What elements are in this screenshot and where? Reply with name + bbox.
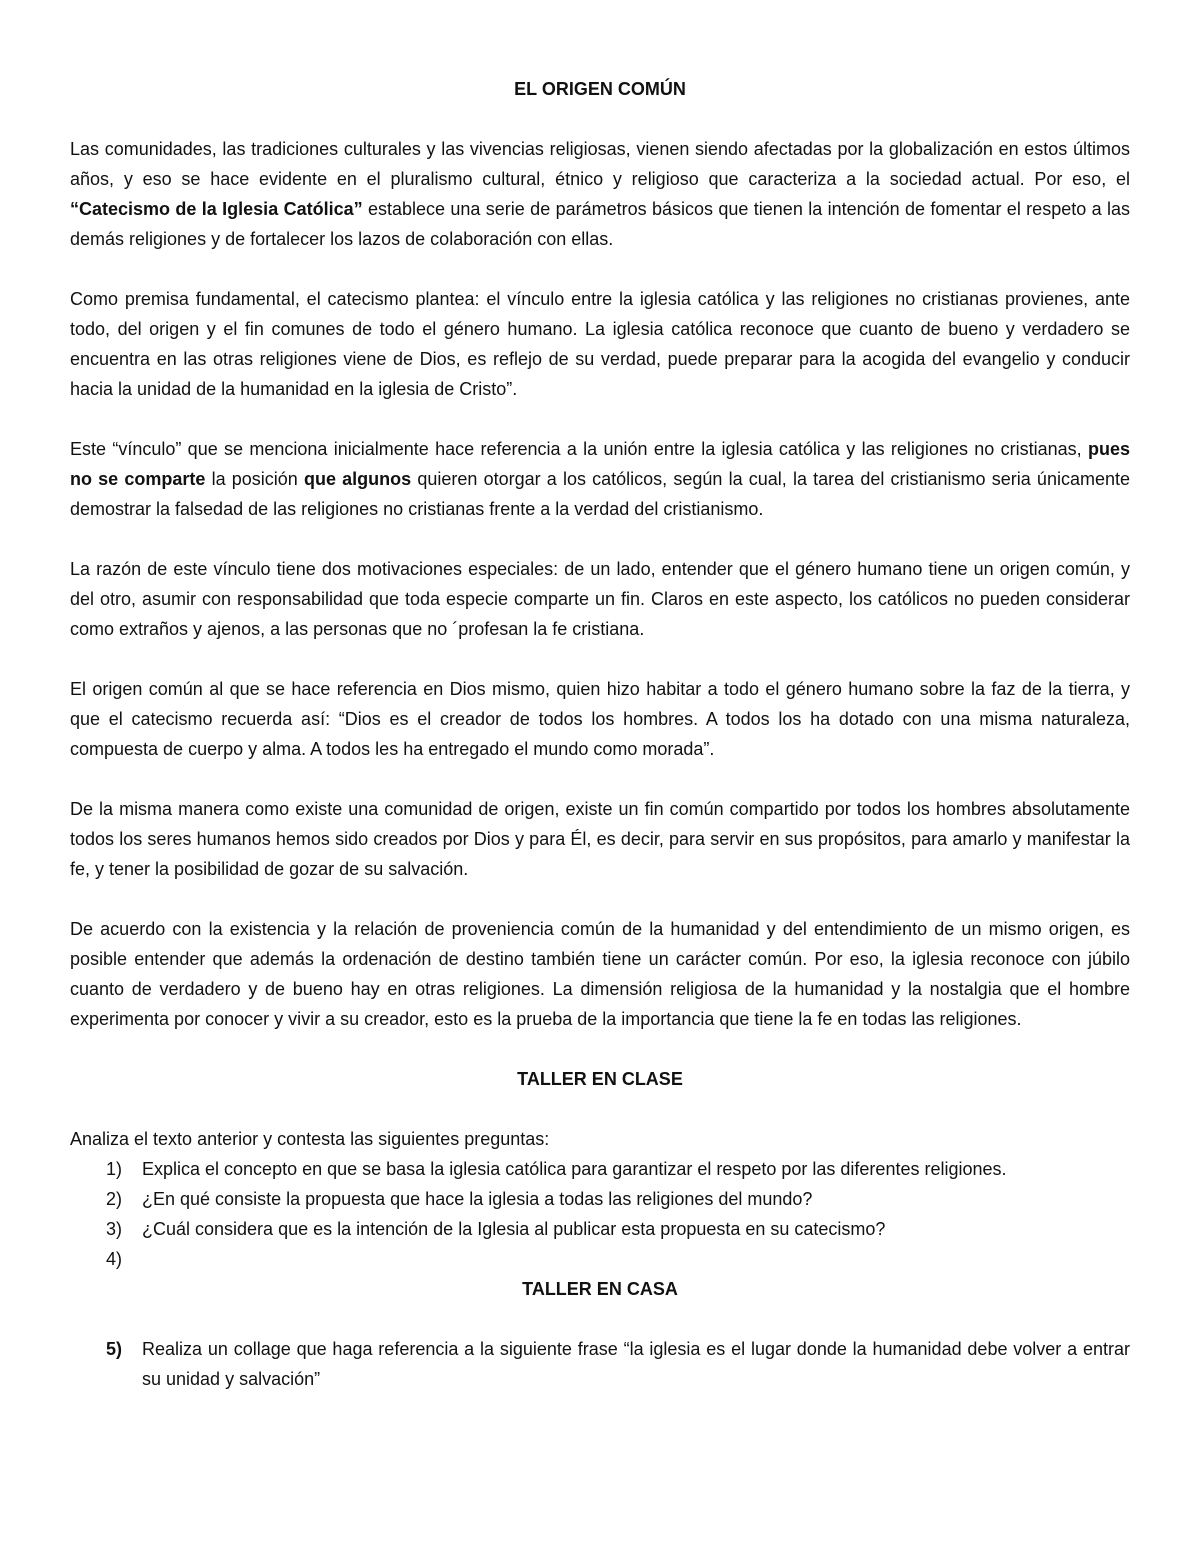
home-task-number: 5) <box>106 1339 123 1359</box>
question-number: 3) <box>106 1219 123 1239</box>
paragraph-6: De la misma manera como existe una comunidad de origen, existe un fin común compartido por todos los hombres absolutamente todos los seres humanos hemos sido creados por Dios y para Él, es decir, para servir en sus propósitos, para amarlo y manifestar la fe, y tener la posibilidad de gozar de su salvación. <box>70 799 1130 879</box>
paragraph-5: El origen común al que se hace referencia en Dios mismo, quien hizo habitar a todo el género humano sobre la faz de la tierra, y que el catecismo recuerda así: “Dios es el creador de todos los hombres. A todos los ha dotado con una misma naturaleza, compuesta de cuerpo y alma. A todos les ha entregado el mundo como morada”. <box>70 679 1130 759</box>
home-task-item <box>70 1334 1130 1394</box>
paragraph-3 <box>70 434 1130 524</box>
question-item <box>70 1154 1130 1184</box>
taller-clase-intro: Analiza el texto anterior y contesta las siguientes preguntas: <box>70 1129 550 1149</box>
question-text: ¿Cuál considera que es la intención de la Iglesia al publicar esta propuesta en su catecismo? <box>142 1219 886 1239</box>
question-text: ¿En qué consiste la propuesta que hace la iglesia a todas las religiones del mundo? <box>142 1189 813 1209</box>
question-number: 1) <box>106 1159 123 1179</box>
question-text: Explica el concepto en que se basa la iglesia católica para garantizar el respeto por las diferentes religiones. <box>142 1159 1007 1179</box>
paragraph-7: De acuerdo con la existencia y la relación de proveniencia común de la humanidad y del entendimiento de un mismo origen, es posible entender que además la ordenación de destino también tiene un carácter común. Por eso, la iglesia reconoce con júbilo cuanto de verdadero y de bueno hay en otras religiones. La dimensión religiosa de la humanidad y la nostalgia que el hombre experimenta por conocer y vivir a su creador, esto es la prueba de la importancia que tiene la fe en todas las religiones. <box>70 919 1130 1029</box>
home-task-text: Realiza un collage que haga referencia a la siguiente frase “la iglesia es el lugar donde la humanidad debe volver a entrar su unidad y salvación” <box>142 1339 1130 1389</box>
paragraph-2: Como premisa fundamental, el catecismo plantea: el vínculo entre la iglesia católica y las religiones no cristianas provienes, ante todo, del origen y el fin comunes de todo el género humano. La iglesia católica reconoce que cuanto de bueno y verdadero se encuentra en las otras religiones viene de Dios, es reflejo de su verdad, puede preparar para la acogida del evangelio y conducir hacia la unidad de la humanidad en la iglesia de Cristo”. <box>70 289 1130 399</box>
taller-clase-title: TALLER EN CLASE <box>517 1069 683 1089</box>
taller-casa-title: TALLER EN CASA <box>522 1279 678 1299</box>
question-item <box>70 1184 1130 1214</box>
paragraph-3-bold-2: que algunos <box>303 469 412 489</box>
paragraph-4: La razón de este vínculo tiene dos motivaciones especiales: de un lado, entender que el género humano tiene un origen común, y del otro, asumir con responsabilidad que toda especie comparte un fin. Claros en este aspecto, los católicos no pueden considerar como extraños y ajenos, a las personas que no ´profesan la fe cristiana. <box>70 559 1130 639</box>
paragraph-1-text-a: Las comunidades, las tradiciones culturales y las vivencias religiosas, vienen siendo afectadas por la globalización en estos últimos años, y eso se hace evidente en el pluralismo cultural, étnico y religioso que caracteriza a la sociedad actual. Por eso, el <box>70 139 1130 189</box>
paragraph-3-text-a: Este “vínculo” que se menciona inicialmente hace referencia a la unión entre la iglesia católica y las religiones no cristianas, <box>70 439 1088 459</box>
paragraph-3-text-d: quieren otorgar a los católicos, según la cual, la tarea del cristianismo seria únicamente demostrar la falsedad de las religiones no cristianas frente a la verdad del cristianismo. <box>70 469 1130 519</box>
question-text <box>142 1244 1130 1274</box>
paragraph-3-bold-1: pues no se comparte <box>70 439 1130 489</box>
paragraph-3-text-c: la posición <box>205 469 304 489</box>
question-number: 4) <box>106 1249 123 1269</box>
document-title: EL ORIGEN COMÚN <box>514 79 686 99</box>
paragraph-1 <box>70 134 1130 254</box>
question-number: 2) <box>106 1189 123 1209</box>
catecismo-title-bold: “Catecismo de la Iglesia Católica” <box>70 199 363 219</box>
question-item <box>70 1244 1130 1274</box>
question-item <box>70 1214 1130 1244</box>
paragraph-1-text-c: establece una serie de parámetros básicos que tienen la intención de fomentar el respeto a las demás religiones y de fortalecer los lazos de colaboración con ellas. <box>70 199 1130 249</box>
question-list <box>70 1154 1130 1274</box>
